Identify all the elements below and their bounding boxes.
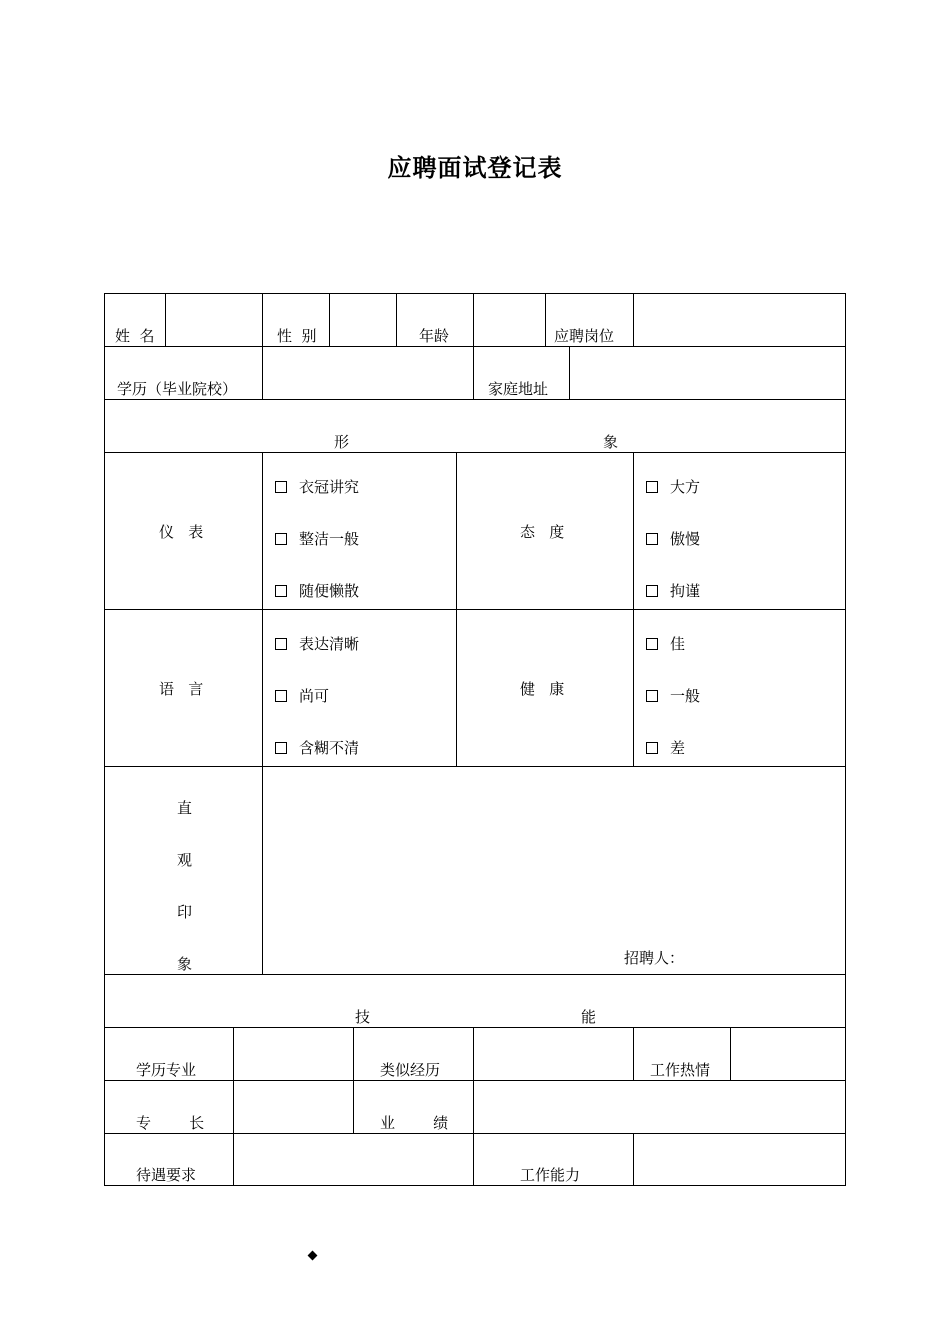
ability-value-cell[interactable] bbox=[633, 1133, 846, 1186]
experience-value-cell[interactable] bbox=[473, 1027, 634, 1081]
attitude-label-cell bbox=[456, 452, 634, 610]
ability-label-cell bbox=[473, 1133, 634, 1186]
appearance-option-3[interactable]: 随便懒散 bbox=[275, 580, 359, 601]
checkbox-icon[interactable] bbox=[275, 742, 287, 754]
impression-content-cell[interactable] bbox=[262, 766, 846, 975]
impression-label-cell bbox=[104, 766, 263, 975]
gender-label-cell bbox=[262, 293, 330, 347]
salary-value-cell[interactable] bbox=[233, 1133, 474, 1186]
skills-section-char2: 能 bbox=[581, 1008, 597, 1026]
position-label: 应聘岗位 bbox=[554, 327, 615, 345]
skills-section-header bbox=[104, 974, 846, 1028]
attitude-option-1[interactable]: 大方 bbox=[646, 476, 700, 497]
appearance-label: 仪 表 bbox=[159, 523, 204, 541]
health-label-cell bbox=[456, 609, 634, 767]
language-option-3[interactable]: 含糊不清 bbox=[275, 737, 359, 758]
image-section-header bbox=[104, 399, 846, 453]
checkbox-icon[interactable] bbox=[646, 481, 658, 493]
gender-label: 性 别 bbox=[277, 327, 317, 345]
diamond-bullet-icon bbox=[308, 1251, 318, 1261]
education-value-cell[interactable] bbox=[262, 346, 474, 400]
checkbox-icon[interactable] bbox=[275, 638, 287, 650]
checkbox-icon[interactable] bbox=[275, 585, 287, 597]
impression-char-1: 直 bbox=[177, 799, 193, 817]
appearance-option-2[interactable]: 整洁一般 bbox=[275, 528, 359, 549]
recruiter-label: 招聘人： bbox=[624, 949, 685, 967]
health-label: 健 康 bbox=[520, 680, 565, 698]
form-title: 应聘面试登记表 bbox=[387, 153, 563, 182]
specialty-value-cell[interactable] bbox=[233, 1080, 354, 1134]
performance-value-cell[interactable] bbox=[473, 1080, 846, 1134]
attitude-option-3[interactable]: 拘谨 bbox=[646, 580, 700, 601]
salary-label-cell bbox=[104, 1133, 234, 1186]
enthusiasm-value-cell[interactable] bbox=[730, 1027, 846, 1081]
checkbox-icon[interactable] bbox=[646, 742, 658, 754]
age-label-cell bbox=[396, 293, 474, 347]
education-label-cell bbox=[104, 346, 263, 400]
age-value-cell[interactable] bbox=[473, 293, 546, 347]
language-label-cell bbox=[104, 609, 263, 767]
checkbox-icon[interactable] bbox=[275, 481, 287, 493]
health-options-cell bbox=[633, 609, 846, 767]
attitude-options-cell bbox=[633, 452, 846, 610]
health-option-2[interactable]: 一般 bbox=[646, 685, 700, 706]
checkbox-icon[interactable] bbox=[275, 690, 287, 702]
checkbox-icon[interactable] bbox=[646, 585, 658, 597]
language-option-2[interactable]: 尚可 bbox=[275, 685, 329, 706]
health-option-1[interactable]: 佳 bbox=[646, 633, 685, 654]
address-label-cell bbox=[473, 346, 570, 400]
impression-char-4: 象 bbox=[177, 955, 193, 973]
performance-label-cell bbox=[353, 1080, 474, 1134]
checkbox-icon[interactable] bbox=[646, 533, 658, 545]
performance-label: 业 绩 bbox=[380, 1114, 449, 1132]
position-value-cell[interactable] bbox=[633, 293, 846, 347]
education-label: 学历（毕业院校） bbox=[117, 380, 238, 398]
checkbox-icon[interactable] bbox=[646, 690, 658, 702]
position-label-cell bbox=[545, 293, 634, 347]
appearance-option-1[interactable]: 衣冠讲究 bbox=[275, 476, 359, 497]
skills-section-char1: 技 bbox=[355, 1008, 371, 1026]
language-options-cell bbox=[262, 609, 457, 767]
interview-form-table bbox=[104, 293, 846, 1186]
experience-label-cell bbox=[353, 1027, 474, 1081]
impression-char-3: 印 bbox=[177, 903, 193, 921]
image-section-char1: 形 bbox=[334, 433, 350, 451]
name-value-cell[interactable] bbox=[165, 293, 263, 347]
image-section-char2: 象 bbox=[603, 433, 619, 451]
enthusiasm-label: 工作热情 bbox=[650, 1061, 711, 1079]
age-label: 年龄 bbox=[419, 327, 450, 345]
major-value-cell[interactable] bbox=[233, 1027, 354, 1081]
address-label: 家庭地址 bbox=[488, 380, 549, 398]
attitude-option-2[interactable]: 傲慢 bbox=[646, 528, 700, 549]
appearance-label-cell bbox=[104, 452, 263, 610]
impression-char-2: 观 bbox=[177, 851, 193, 869]
checkbox-icon[interactable] bbox=[275, 533, 287, 545]
experience-label: 类似经历 bbox=[380, 1061, 441, 1079]
checkbox-icon[interactable] bbox=[646, 638, 658, 650]
address-value-cell[interactable] bbox=[569, 346, 846, 400]
major-label: 学历专业 bbox=[136, 1061, 197, 1079]
health-option-3[interactable]: 差 bbox=[646, 737, 685, 758]
name-label: 姓 名 bbox=[115, 327, 155, 345]
gender-value-cell[interactable] bbox=[329, 293, 397, 347]
ability-label: 工作能力 bbox=[520, 1166, 581, 1184]
enthusiasm-label-cell bbox=[633, 1027, 731, 1081]
salary-label: 待遇要求 bbox=[136, 1166, 197, 1184]
name-label-cell bbox=[104, 293, 166, 347]
specialty-label-cell bbox=[104, 1080, 234, 1134]
language-option-1[interactable]: 表达清晰 bbox=[275, 633, 359, 654]
appearance-options-cell bbox=[262, 452, 457, 610]
major-label-cell bbox=[104, 1027, 234, 1081]
attitude-label: 态 度 bbox=[520, 523, 565, 541]
specialty-label: 专 长 bbox=[136, 1114, 205, 1132]
language-label: 语 言 bbox=[159, 680, 204, 698]
